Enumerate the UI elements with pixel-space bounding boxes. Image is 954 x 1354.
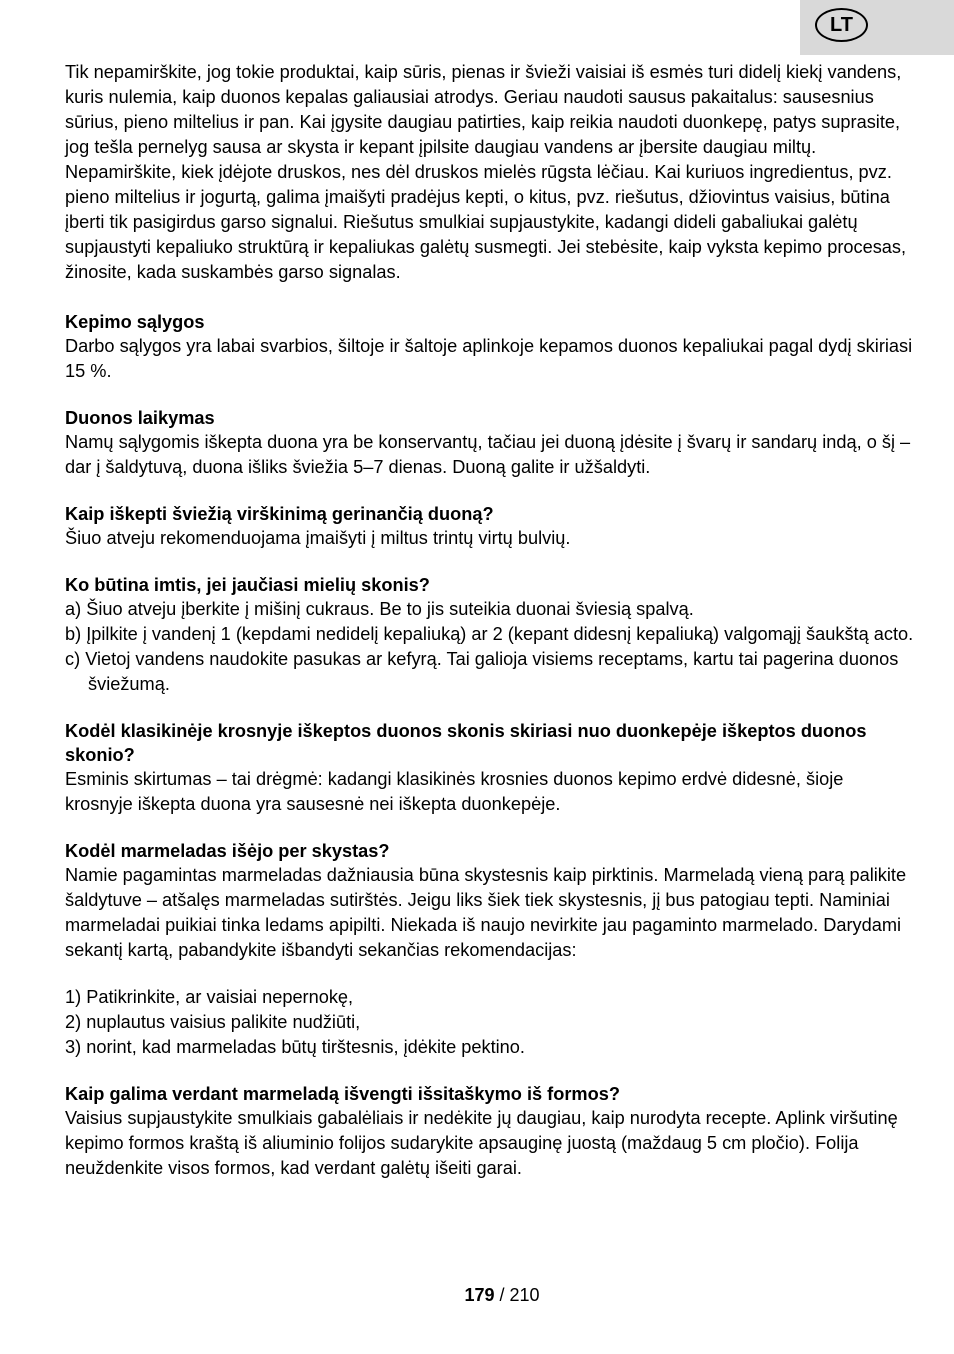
heading-krosnis: Kodėl klasikinėje krosnyje iškeptos duonos skonis skiriasi nuo duonkepėje iškeptos duonos skonio? [65,721,867,765]
list-item: c) Vietoj vandens naudokite pasukas ar kefyrą. Tai galioja visiems receptams, kartu tai pagerina duonos šviežumą. [65,649,899,694]
heading-mieliu-skonis: Ko būtina imtis, jei jaučiasi mielių skonis? [65,575,430,595]
text-virskinimas: Šiuo atveju rekomenduojama įmaišyti į miltus trintų virtų bulvių. [65,528,571,548]
list-item: 1) Patikrinkite, ar vaisiai nepernokę, [65,987,354,1007]
current-page: 179 [464,1285,495,1305]
heading-virskinimas: Kaip iškepti šviežią virškinimą gerinančią duoną? [65,504,494,524]
list-item: b) Įpilkite į vandenį 1 (kepdami nedidelį kepaliuką) ar 2 (kepant didesnį kepaliuką) valgomąjį šaukštą acto. [65,624,914,644]
total-pages: 210 [509,1285,540,1305]
language-badge: LT [815,8,868,42]
text-duonos-laikymas: Namų sąlygomis iškepta duona yra be konservantų, tačiau jei duoną įdėsite į švarų ir sandarų indą, o šį – dar į šaldytuvą, duona išliks šviežia 5–7 dienas. Duoną galite ir užšaldyti. [65,432,911,477]
text-krosnis: Esminis skirtumas – tai drėgmė: kadangi klasikinės krosnies duonos kepimo erdvė didesnė, šioje krosnyje iškepta duona yra sausesnė nei iškepta duonkepėje. [65,769,844,814]
heading-duonos-laikymas: Duonos laikymas [65,408,215,428]
text-marmeladas: Namie pagamintas marmeladas dažniausia būna skystesnis kaip pirktinis. Marmeladą vieną parą palikite šaldytuve – atšalęs marmeladas sutirštės. Jeigu liks šiek tiek skystesnis, jį bus patogiau tepti. Naminiai marmeladai puikiai tinka ledams apipilti. Niekada iš naujo nevirkite jau pagaminto marmelado. Darydami sekantį kartą, pabandykite išbandyti sekančias rekomendacijas: [65,865,907,960]
intro-paragraph: Tik nepamirškite, jog tokie produktai, kaip sūris, pienas ir švieži vaisiai iš esmės turi didelį kiekį vandens, kuris nulemia, kaip duonos kepalas galiausiai atrodys. Geriau naudoti sausus pakaitalus: sausesnius sūrius, pieno miltelius ir pan. Kai įgysite daugiau patirties, kaip reikia naudoti duonkepę, patys suprasite, jog tešla pernelyg sausa ar skysta ir kepant įpilsite daugiau vandens ar įbersite daugiau miltų. Nepamirškite, kiek įdėjote druskos, nes dėl druskos mielės rūgsta lėčiau. Kai kuriuos ingredientus, pvz. pieno miltelius ir jogurtą, galima įmaišyti pradėjus kepti, o kitus, pvz. riešutus, džiovintus vaisius, būtina įberti tik pasigirdus garso signalui. Riešutus smulkiai supjaustykite, kadangi dideli gabaliukai galėtų supjaustyti kepaliuko struktūrą ir kepaliukas galėtų susmegti. Jei stebėsite, kaip vyksta kepimo procesas, žinosite, kada suskambės garso signalas. [65,62,907,282]
list-item: a) Šiuo atveju įberkite į mišinį cukraus. Be to jis suteikia duonai šviesią spalvą. [65,599,694,619]
page-separator: / [494,1285,510,1305]
page-content [65,60,915,1181]
list-item: 2) nuplautus vaisius palikite nudžiūti, [65,1012,361,1032]
language-tab [800,0,954,55]
text-kepimo-salygos: Darbo sąlygos yra labai svarbios, šiltoje ir šaltoje aplinkoje kepamos duonos kepaliukai pagal dydį skiriasi 15 %. [65,336,913,381]
heading-kepimo-salygos: Kepimo sąlygos [65,312,205,332]
text-issitaskymas: Vaisius supjaustykite smulkiais gabalėliais ir nedėkite jų daugiau, kaip nurodyta recepte. Aplink viršutinę kepimo formos kraštą iš aliuminio folijos sudarykite apsauginę juostą (maždaug 5 cm pločio). Folija neuždenkite visos formos, kad verdant galėtų išeiti garai. [65,1108,898,1178]
heading-marmeladas: Kodėl marmeladas išėjo per skystas? [65,841,390,861]
page-number [0,1285,954,1306]
list-item: 3) norint, kad marmeladas būtų tirštesnis, įdėkite pektino. [65,1037,525,1057]
heading-issitaskymas: Kaip galima verdant marmeladą išvengti išsitaškymo iš formos? [65,1084,620,1104]
